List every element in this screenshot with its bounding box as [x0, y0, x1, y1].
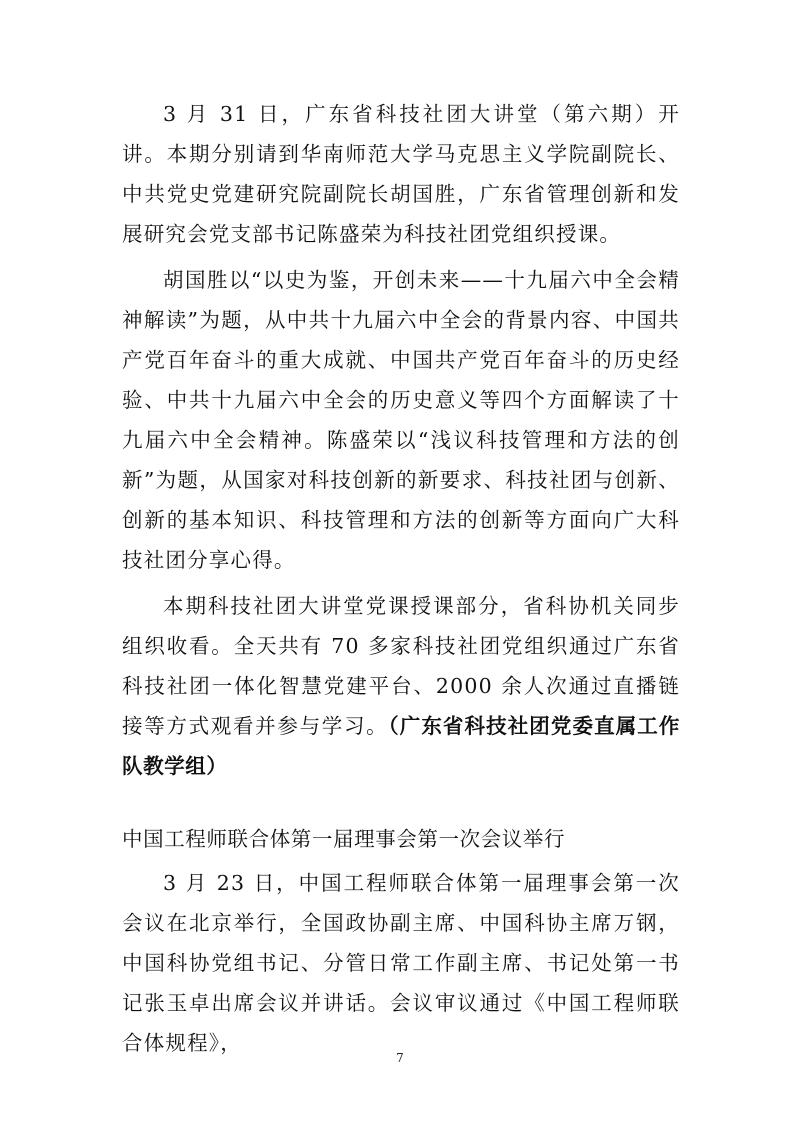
paragraph-text: 本期科技社团大讲堂党课授课部分，省科协机关同步组织收看。全天共有 70 多家科技社团党组织通过广东省科技社团一体化智慧党建平台、2000 余人次通过直播链接等方式观看并参与学习。	[122, 594, 680, 738]
section-heading: 中国工程师联合体第一届理事会第一次会议举行	[122, 827, 566, 851]
paragraph: 3 月 23 日，中国工程师联合体第一届理事会第一次会议在北京举行，全国政协副主席、中国科协主席万钢，中国科协党组书记、分管日常工作副主席、书记处第一书记张玉卓出席会议并讲话。会议审议通过《中国工程师联合体规程》，	[122, 871, 680, 1055]
paragraph: 胡国胜以“以史为鉴，开创未来——十九届六中全会精神解读”为题，从中共十九届六中全会的背景内容、中国共产党百年奋斗的重大成就、中国共产党百年奋斗的历史经验、中共十九届六中全会的历史意义等四个方面解读了十九届六中全会精神。陈盛荣以“浅议科技管理和方法的创新”为题，从国家对科技创新的新要求、科技社团与创新、创新的基本知识、科技管理和方法的创新等方面向广大科技社团分享心得。	[122, 268, 680, 572]
page-body	[122, 94, 680, 1063]
author-signoff: （广东省科技社团党委直属工作队教学组）	[122, 714, 680, 778]
page-number: 7	[396, 1051, 404, 1065]
paragraph	[122, 586, 680, 786]
paragraph: 3 月 31 日，广东省科技社团大讲堂（第六期）开讲。本期分别请到华南师范大学马克思主义学院副院长、中共党史党建研究院副院长胡国胜，广东省管理创新和发展研究会党支部书记陈盛荣为科技社团党组织授课。	[122, 102, 680, 246]
